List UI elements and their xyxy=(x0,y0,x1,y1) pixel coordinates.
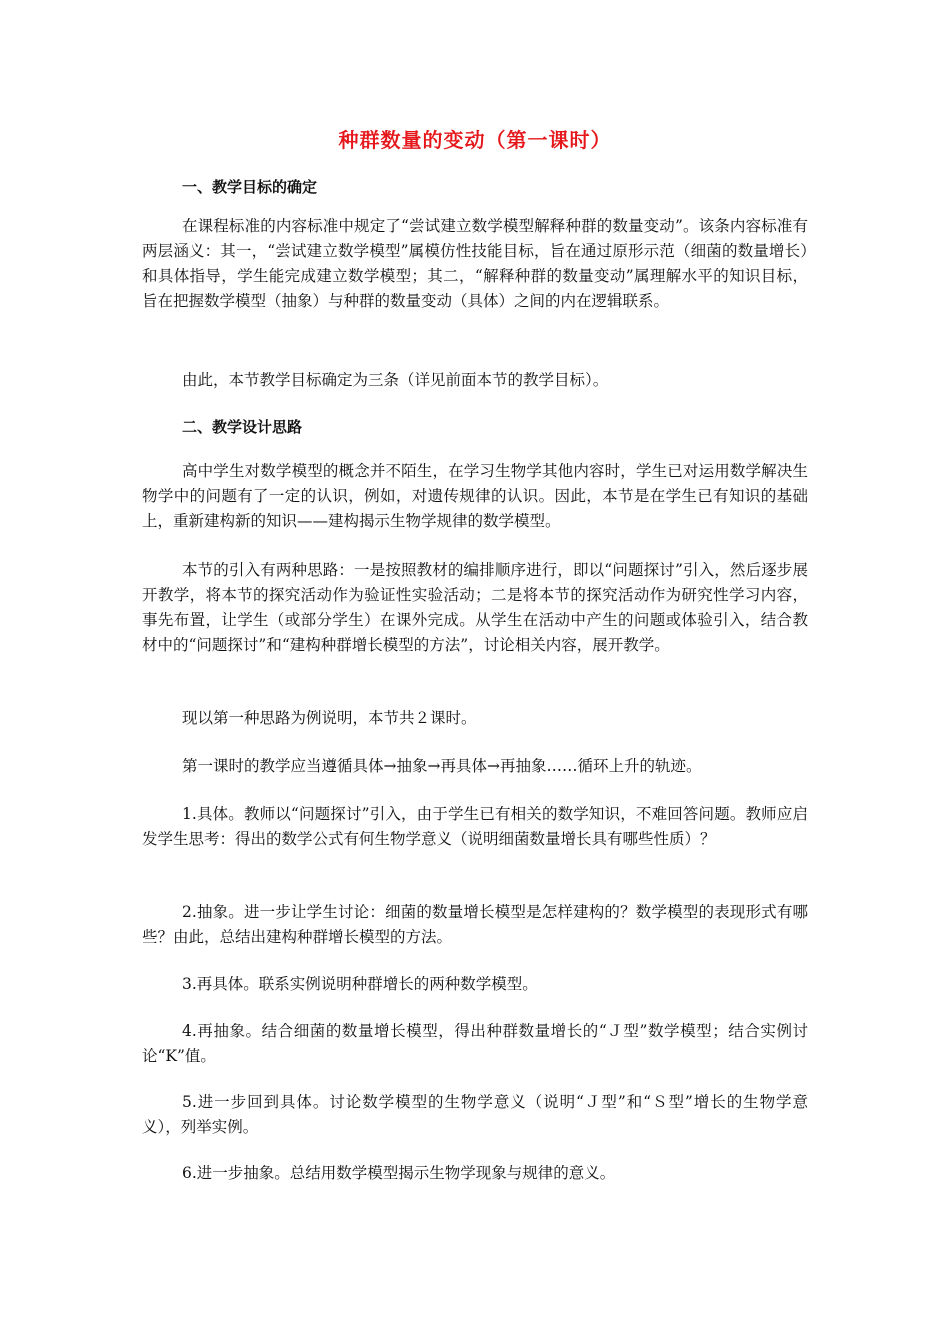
section-heading-objectives: 一、教学目标的确定 xyxy=(182,178,318,196)
document-title: 种群数量的变动（第一课时） xyxy=(338,128,612,152)
paragraph-design-3: 现以第一种思路为例说明，本节共２课时。 xyxy=(182,709,477,727)
paragraph-design-1: 高中学生对数学模型的概念并不陌生，在学习生物学其他内容时，学生已对运用数学解决生物学中的问题有了一定的认识，例如，对遗传规律的认识。因此，本节是在学生已有知识的基础上，重新建构新的知识——建构揭示生物学规律的数学模型。 xyxy=(142,462,808,530)
list-item-2: 2.抽象。进一步让学生讨论：细菌的数量增长模型是怎样建构的？数学模型的表现形式有哪些？由此，总结出建构种群增长模型的方法。 xyxy=(142,903,808,946)
list-item-3: 3.再具体。联系实例说明种群增长的两种数学模型。 xyxy=(182,975,538,993)
list-item-5: 5.进一步回到具体。讨论数学模型的生物学意义（说明“Ｊ型”和“Ｓ型”增长的生物学意义），列举实例。 xyxy=(142,1093,808,1136)
paragraph-objectives-2: 由此，本节教学目标确定为三条（详见前面本节的教学目标）。 xyxy=(182,371,609,389)
paragraph-design-2: 本节的引入有两种思路：一是按照教材的编排顺序进行，即以“问题探讨”引入，然后逐步展开教学，将本节的探究活动作为验证性实验活动；二是将本节的探究活动作为研究性学习内容，事先布置，让学生（或部分学生）在课外完成。从学生在活动中产生的问题或体验引入，结合教材中的“问题探讨”和“建构种群增长模型的方法”，讨论相关内容，展开教学。 xyxy=(142,561,808,654)
section-heading-design: 二、教学设计思路 xyxy=(182,418,303,436)
paragraph-objectives-1: 在课程标准的内容标准中规定了“尝试建立数学模型解释种群的数量变动”。该条内容标准有两层涵义：其一，“尝试建立数学模型”属模仿性技能目标，旨在通过原形示范（细菌的数量增长）和具体指导，学生能完成建立数学模型；其二，“解释种群的数量变动”属理解水平的知识目标，旨在把握数学模型（抽象）与种群的数量变动（具体）之间的内在逻辑联系。 xyxy=(142,217,808,310)
list-item-6: 6.进一步抽象。总结用数学模型揭示生物学现象与规律的意义。 xyxy=(182,1164,616,1182)
list-item-1: 1.具体。教师以“问题探讨”引入，由于学生已有相关的数学知识，不难回答问题。教师应启发学生思考：得出的数学公式有何生物学意义（说明细菌数量增长具有哪些性质）？ xyxy=(142,805,808,848)
paragraph-design-4: 第一课时的教学应当遵循具体→抽象→再具体→再抽象……循环上升的轨迹。 xyxy=(182,757,702,775)
list-item-4: 4.再抽象。结合细菌的数量增长模型，得出种群数量增长的“Ｊ型”数学模型；结合实例讨论“K”值。 xyxy=(142,1022,808,1065)
